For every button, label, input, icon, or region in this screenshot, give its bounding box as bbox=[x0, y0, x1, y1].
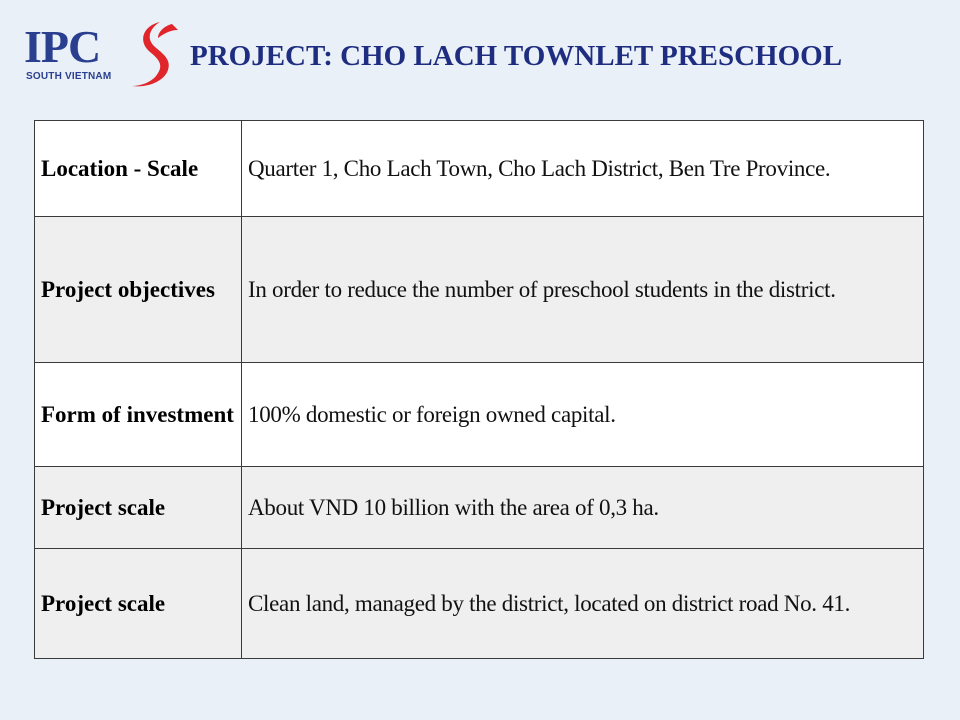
row-value: 100% domestic or foreign owned capital. bbox=[242, 363, 924, 467]
row-value: About VND 10 billion with the area of 0,3 ha. bbox=[242, 467, 924, 549]
table-row bbox=[35, 467, 924, 549]
row-label: Project objectives bbox=[35, 217, 242, 363]
ipc-logo bbox=[24, 20, 164, 90]
row-value: Quarter 1, Cho Lach Town, Cho Lach District, Ben Tre Province. bbox=[242, 121, 924, 217]
table-row bbox=[35, 363, 924, 467]
row-value: In order to reduce the number of preschool students in the district. bbox=[242, 217, 924, 363]
row-label: Project scale bbox=[35, 549, 242, 659]
table-row bbox=[35, 217, 924, 363]
row-label: Form of investment bbox=[35, 363, 242, 467]
project-info-table bbox=[34, 120, 924, 659]
table-row bbox=[35, 121, 924, 217]
table-row bbox=[35, 549, 924, 659]
logo-subtitle: SOUTH VIETNAM bbox=[26, 71, 112, 82]
row-label: Location - Scale bbox=[35, 121, 242, 217]
logo-swoosh-icon bbox=[120, 20, 184, 88]
logo-letters: IPC bbox=[24, 21, 101, 72]
row-value: Clean land, managed by the district, located on district road No. 41. bbox=[242, 549, 924, 659]
row-label: Project scale bbox=[35, 467, 242, 549]
page-title: PROJECT: CHO LACH TOWNLET PRESCHOOL bbox=[190, 40, 843, 72]
